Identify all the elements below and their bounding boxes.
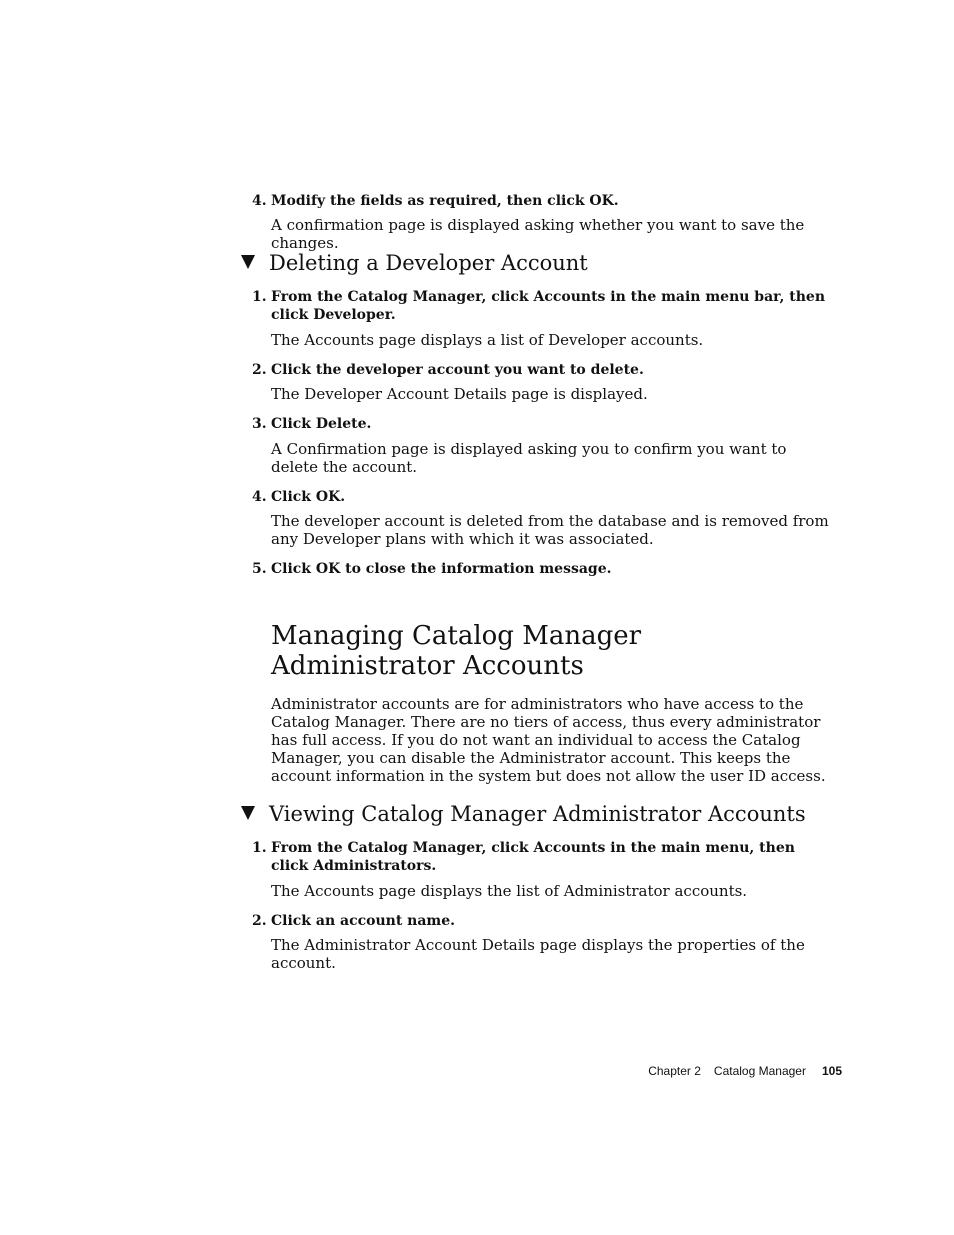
step-title: Modify the fields as required, then click OK. [271,193,619,209]
step-number: 1. [252,289,267,305]
procedure-heading-text: Deleting a Developer Account [269,251,588,275]
step-body: The developer account is deleted from the database and is removed from any Developer plans with which it was associated. [271,512,829,548]
footer-chapter: Chapter 2 [648,1064,701,1078]
step-title: Click OK. [271,489,346,505]
footer-chapter-title: Catalog Manager [713,1064,806,1078]
step-title: Click OK to close the information message. [271,561,612,577]
step-number: 1. [252,840,267,856]
step-number: 4. [252,193,267,209]
page-number: 105 [821,1064,842,1078]
step-body: The Developer Account Details page is displayed. [271,385,648,403]
step-title: From the Catalog Manager, click Accounts in the main menu bar, then click Developer. [271,289,826,323]
step-number: 4. [252,489,267,505]
step-number: 2. [252,913,267,929]
step-number: 2. [252,362,267,378]
procedure-heading-delete [241,251,588,275]
triangle-down-icon [241,806,255,820]
step-body: A Confirmation page is displayed asking you to confirm you want to delete the account. [271,440,787,476]
step-number: 5. [252,561,267,577]
page-footer [648,1063,842,1079]
step-body: The Accounts page displays a list of Developer accounts. [271,331,704,349]
step-body: A confirmation page is displayed asking whether you want to save the changes. [271,216,805,252]
step-body: The Accounts page displays the list of Administrator accounts. [271,882,748,900]
step-body: The Administrator Account Details page displays the properties of the account. [271,936,805,972]
section-title: Managing Catalog Manager Administrator Accounts [271,621,642,681]
triangle-down-icon [241,255,255,269]
step-number: 3. [252,416,267,432]
step-title: Click an account name. [271,913,456,929]
procedure-heading-text: Viewing Catalog Manager Administrator Accounts [269,802,806,826]
section-paragraph: Administrator accounts are for administrators who have access to the Catalog Manager. There are no tiers of access, thus every administrator has full access. If you do not want an individual to access the Catalog Manager, you can disable the Administrator account. This keeps the account information in the system but does not allow the user ID access. [271,695,826,785]
step-title: Click the developer account you want to delete. [271,362,644,378]
procedure-heading-view [241,802,806,826]
step-title: From the Catalog Manager, click Accounts in the main menu, then click Administrators. [271,840,795,874]
step-title: Click Delete. [271,416,372,432]
